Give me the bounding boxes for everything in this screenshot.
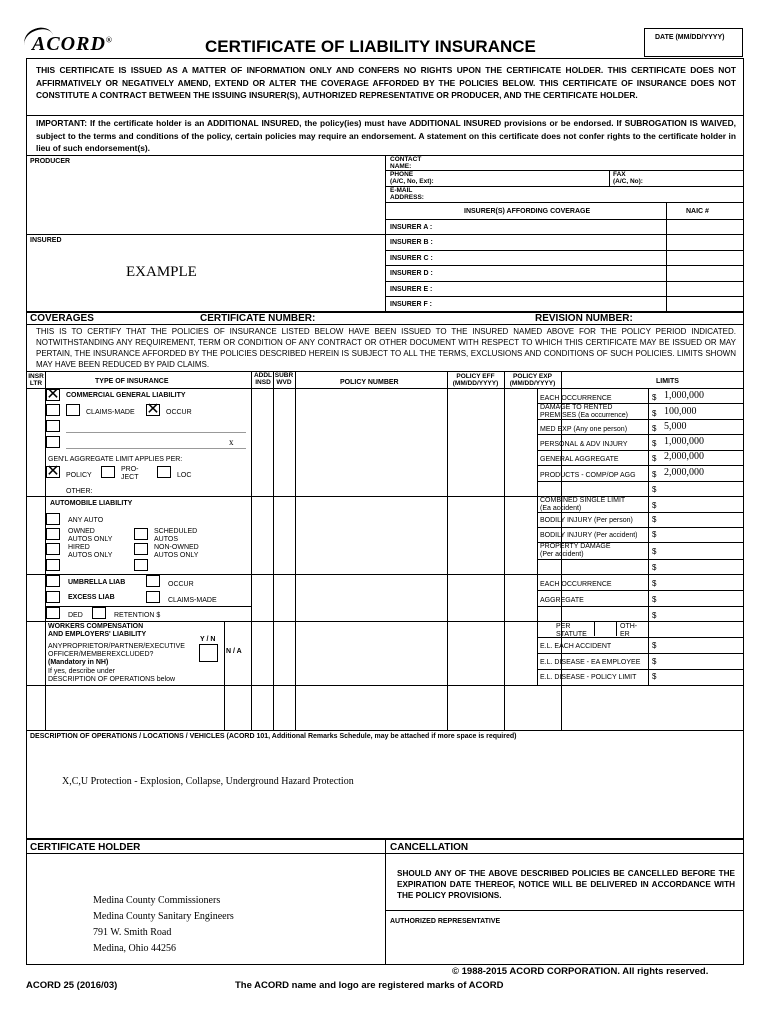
- gl-limit-personal-adv: PERSONAL & ADV INJURY: [540, 441, 628, 448]
- naic-header: NAIC #: [686, 208, 709, 215]
- policy-x-icon: ✕: [46, 463, 60, 480]
- owned-autos-checkbox[interactable]: [46, 528, 60, 540]
- excess-label: EXCESS LIAB: [68, 594, 115, 601]
- umbrella-claims-made-checkbox[interactable]: [146, 591, 160, 603]
- insurer-f: INSURER F :: [390, 301, 432, 308]
- gl-limit-each-occurrence: EACH OCCURRENCE: [540, 395, 612, 402]
- gl-x-mark: x: [229, 437, 234, 447]
- loc-label: LOC: [177, 472, 192, 479]
- insurer-b: INSURER B :: [390, 239, 433, 246]
- page-title: CERTIFICATE OF LIABILITY INSURANCE: [205, 37, 536, 56]
- producer-label: PRODUCER: [30, 158, 71, 165]
- workers-yn-box[interactable]: [199, 644, 218, 662]
- gl-value-general-aggregate: 2,000,000: [664, 451, 704, 462]
- date-label: DATE (MM/DD/YYYY): [655, 34, 725, 41]
- copyright: © 1988-2015 ACORD CORPORATION. All rights reserved.: [452, 966, 709, 977]
- auto-dollar-5: $: [652, 563, 657, 572]
- excess-checkbox[interactable]: [46, 591, 60, 603]
- auto-limit-bi-person: BODILY INJURY (Per person): [540, 517, 633, 524]
- gl-value-personal-adv: 1,000,000: [664, 436, 704, 447]
- owned-autos-label: OWNED AUTOS ONLY: [68, 528, 113, 543]
- retention-checkbox[interactable]: [92, 607, 106, 619]
- umbrella-dollar-3: $: [652, 611, 657, 620]
- gl-extra-checkbox-1[interactable]: [46, 420, 60, 432]
- type-header: TYPE OF INSURANCE: [95, 378, 169, 385]
- policy-number-header: POLICY NUMBER: [340, 379, 399, 386]
- insured-name: EXAMPLE: [126, 264, 197, 280]
- gl-extra-checkbox-2[interactable]: [46, 436, 60, 448]
- umbrella-limit-each-occurrence: EACH OCCURRENCE: [540, 581, 612, 588]
- ded-checkbox[interactable]: [46, 607, 60, 619]
- policy-exp-header: POLICY EXP (MM/DD/YYYY): [509, 373, 556, 387]
- occur-x-icon: ✕: [146, 401, 160, 418]
- workers-comp-title: WORKERS COMPENSATION AND EMPLOYERS' LIABILITY: [48, 623, 147, 638]
- description-text: X,C,U Protection - Explosion, Collapse, Underground Hazard Protection: [62, 776, 354, 787]
- insurer-a: INSURER A :: [390, 224, 433, 231]
- occur-label: OCCUR: [166, 409, 192, 416]
- workers-mandatory: (Mandatory in NH): [48, 659, 109, 666]
- per-statute-label: PER STATUTE: [556, 623, 587, 638]
- policy-eff-header: POLICY EFF (MM/DD/YYYY): [452, 373, 499, 387]
- insurers-header: INSURER(S) AFFORDING COVERAGE: [464, 208, 591, 215]
- non-owned-autos-checkbox[interactable]: [134, 543, 148, 555]
- revision-number-label: REVISION NUMBER:: [535, 313, 633, 324]
- auto-liability-label: AUTOMOBILE LIABILITY: [50, 500, 133, 507]
- acord-marks: The ACORD name and logo are registered marks of ACORD: [235, 980, 504, 991]
- workers-describe: If yes, describe under DESCRIPTION OF OPERATIONS below: [48, 668, 176, 683]
- gl-value-each-occurrence: 1,000,000: [664, 390, 704, 401]
- hired-autos-label: HIRED AUTOS ONLY: [68, 544, 113, 559]
- workers-dollar-3: $: [652, 672, 657, 681]
- auto-dollar-4: $: [652, 547, 657, 556]
- policy-label: POLICY: [66, 472, 92, 479]
- umbrella-occur-checkbox[interactable]: [146, 575, 160, 587]
- workers-dollar-2: $: [652, 657, 657, 666]
- holder-line-2: Medina County Sanitary Engineers: [93, 911, 234, 922]
- ded-label: DED: [68, 612, 83, 619]
- gl-dollar-5: $: [652, 454, 657, 463]
- phone-label: PHONE (A/C, No, Ext):: [390, 171, 434, 185]
- scheduled-autos-label: SCHEDULED AUTOS: [154, 528, 198, 543]
- gen-aggregate-label: GEN'L AGGREGATE LIMIT APPLIES PER:: [48, 456, 183, 463]
- umbrella-claims-made-label: CLAIMS-MADE: [168, 597, 217, 604]
- commercial-gl-label: COMMERCIAL GENERAL LIABILITY: [66, 392, 186, 399]
- other-label: OTHER:: [66, 488, 93, 495]
- addl-header: ADDL INSD: [253, 372, 273, 386]
- cancellation-text: SHOULD ANY OF THE ABOVE DESCRIBED POLICIES BE CANCELLED BEFORE THE EXPIRATION DATE THEREOF, NOTICE WILL BE DELIVERED IN ACCORDANCE WITH THE POLICY PROVISIONS.: [397, 869, 735, 900]
- umbrella-dollar-1: $: [652, 579, 657, 588]
- email-label: E-MAIL ADDRESS:: [390, 187, 424, 201]
- gl-dollar-2: $: [652, 409, 657, 418]
- umbrella-occur-label: OCCUR: [168, 581, 194, 588]
- gl-limit-damage-rented: DAMAGE TO RENTED PREMISES (Ea occurrence): [540, 404, 628, 419]
- authorized-representative-label: AUTHORIZED REPRESENTATIVE: [390, 918, 501, 925]
- fax-label: FAX (A/C, No):: [613, 171, 643, 185]
- description-label: DESCRIPTION OF OPERATIONS / LOCATIONS / VEHICLES (ACORD 101, Additional Remarks Schedule, may be attached if more space is required): [30, 733, 517, 740]
- contact-name-label: CONTACT NAME:: [390, 156, 422, 170]
- limits-header: LIMITS: [656, 378, 679, 385]
- form-number: ACORD 25 (2016/03): [26, 980, 118, 991]
- holder-line-3: 791 W. Smith Road: [93, 927, 172, 938]
- gl-blank-checkbox[interactable]: [46, 404, 60, 416]
- project-label: PRO- JECT: [121, 466, 139, 481]
- auto-extra-checkbox-1[interactable]: [46, 559, 60, 571]
- gl-limit-general-aggregate: GENERAL AGGREGATE: [540, 456, 619, 463]
- el-disease-employee: E.L. DISEASE - EA EMPLOYEE: [540, 659, 641, 666]
- non-owned-autos-label: NON-OWNED AUTOS ONLY: [154, 544, 199, 559]
- gl-dollar-4: $: [652, 439, 657, 448]
- gl-dollar-7: $: [652, 485, 657, 494]
- loc-checkbox[interactable]: [157, 466, 171, 478]
- gl-dollar-6: $: [652, 470, 657, 479]
- insurer-c: INSURER C :: [390, 255, 433, 262]
- workers-dollar-1: $: [652, 641, 657, 650]
- umbrella-label: UMBRELLA LIAB: [68, 579, 126, 586]
- any-auto-checkbox[interactable]: [46, 513, 60, 525]
- claims-made-label: CLAIMS-MADE: [86, 409, 135, 416]
- certificate-number-label: CERTIFICATE NUMBER:: [200, 313, 316, 324]
- workers-yn: Y / N: [200, 636, 216, 643]
- workers-proprietor: ANYPROPRIETOR/PARTNER/EXECUTIVE OFFICER/MEMBEREXCLUDED?: [48, 643, 185, 658]
- scheduled-autos-checkbox[interactable]: [134, 528, 148, 540]
- umbrella-checkbox[interactable]: [46, 575, 60, 587]
- gl-limit-med-exp: MED EXP (Any one person): [540, 426, 628, 433]
- auto-dollar-2: $: [652, 515, 657, 524]
- auto-extra-checkbox-2[interactable]: [134, 559, 148, 571]
- important-notice: IMPORTANT: If the certificate holder is an ADDITIONAL INSURED, the policy(ies) must have ADDITIONAL INSURED provisions or be endorsed. If SUBROGATION IS WAIVED, subject to the terms and conditions of the policy, certain policies may require an endorsement. A statement on this certificate does not confer rights to the certificate holder in lieu of such endorsement(s).: [36, 118, 736, 153]
- gl-dollar-1: $: [652, 393, 657, 402]
- insurer-e: INSURER E :: [390, 286, 433, 293]
- workers-na: N / A: [226, 648, 242, 655]
- coverages-label: COVERAGES: [30, 313, 94, 324]
- subr-header: SUBR WVD: [274, 372, 294, 386]
- auto-limit-property-damage: PROPERTY DAMAGE (Per accident): [540, 543, 611, 558]
- holder-line-1: Medina County Commissioners: [93, 895, 221, 906]
- gl-value-products: 2,000,000: [664, 467, 704, 478]
- insr-ltr-header: INSR LTR: [28, 373, 44, 387]
- hired-autos-checkbox[interactable]: [46, 543, 60, 555]
- gl-value-med-exp: 5,000: [664, 421, 687, 432]
- holder-line-4: Medina, Ohio 44256: [93, 943, 177, 954]
- gl-value-damage-rented: 100,000: [664, 406, 697, 417]
- auto-dollar-3: $: [652, 530, 657, 539]
- umbrella-limit-aggregate: AGGREGATE: [540, 597, 584, 604]
- cancellation-label: CANCELLATION: [390, 842, 469, 853]
- insurer-d: INSURER D :: [390, 270, 433, 277]
- auto-limit-bi-accident: BODILY INJURY (Per accident): [540, 532, 638, 539]
- project-checkbox[interactable]: [101, 466, 115, 478]
- certificate-holder-label: CERTIFICATE HOLDER: [30, 842, 141, 853]
- commercial-gl-x-icon: ✕: [46, 386, 60, 403]
- gl-dollar-3: $: [652, 424, 657, 433]
- any-auto-label: ANY AUTO: [68, 517, 104, 524]
- auto-dollar-1: $: [652, 501, 657, 510]
- auto-limit-combined: COMBINED SINGLE LIMIT (Ea accident): [540, 497, 626, 512]
- el-disease-policy-limit: E.L. DISEASE - POLICY LIMIT: [540, 674, 637, 681]
- main-notice: THIS CERTIFICATE IS ISSUED AS A MATTER OF INFORMATION ONLY AND CONFERS NO RIGHTS UPON THE CERTIFICATE HOLDER. THIS CERTIFICATE DOES NOT AFFIRMATIVELY OR NEGATIVELY AMEND, EXTEND OR ALTER THE COVERAGE AFFORDED BY THE POLICIES BELOW. THIS CERTIFICATE OF INSURANCE DOES NOT CONSTITUTE A CONTRACT BETWEEN THE ISSUING INSURER(S), AUTHORIZED REPRESENTATIVE OR PRODUCER, AND THE CERTIFICATE HOLDER.: [36, 65, 736, 100]
- acord-logo: ACORD®: [32, 33, 113, 55]
- insured-label: INSURED: [30, 237, 62, 244]
- claims-made-checkbox[interactable]: [66, 404, 80, 416]
- umbrella-dollar-2: $: [652, 595, 657, 604]
- coverages-notice: THIS IS TO CERTIFY THAT THE POLICIES OF INSURANCE LISTED BELOW HAVE BEEN ISSUED TO THE INSURED NAMED ABOVE FOR THE POLICY PERIOD INDICATED. NOTWITHSTANDING ANY REQUIREMENT, TERM OR CONDITION OF ANY CONTRACT OR OTHER DOCUMENT WITH RESPECT TO WHICH THIS CERTIFICATE MAY BE ISSUED OR MAY PERTAIN, THE INSURANCE AFFORDED BY THE POLICIES DESCRIBED HEREIN IS SUBJECT TO ALL THE TERMS, EXCLUSIONS AND CONDITIONS OF SUCH POLICIES. LIMITS SHOWN MAY HAVE BEEN REDUCED BY PAID CLAIMS.: [36, 327, 736, 369]
- date-field[interactable]: [644, 28, 743, 57]
- retention-label: RETENTION $: [114, 612, 161, 619]
- el-each-accident: E.L. EACH ACCIDENT: [540, 643, 612, 650]
- gl-limit-products: PRODUCTS - COMP/OP AGG: [540, 472, 636, 479]
- other-statute-label: OTH- ER: [620, 623, 638, 638]
